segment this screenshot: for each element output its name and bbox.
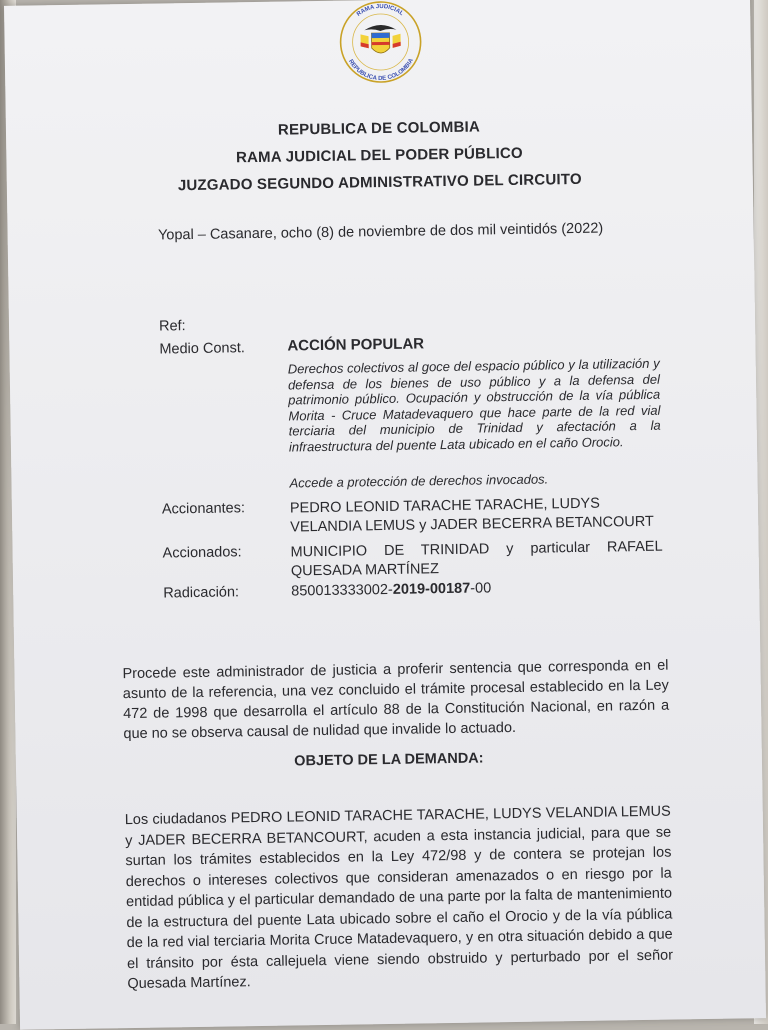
accionantes-value: PEDRO LEONID TARACHE TARACHE, LUDYS VELANDIA LEMUS y JADER BECERRA BETANCOURT	[289, 495, 654, 536]
coat-of-arms-seal	[334, 0, 427, 85]
seal-bottom-text: REPUBLICA DE COLOMBIA	[346, 57, 415, 83]
header-line-1: REPUBLICA DE COLOMBIA	[277, 118, 481, 139]
accionados-label: Accionados:	[162, 544, 242, 562]
section-title: OBJETO DE LA DEMANDA:	[294, 750, 484, 770]
radicacion-suffix: -00	[470, 580, 492, 597]
radicacion-label: Radicación:	[163, 584, 240, 602]
case-description: Derechos colectivos al goce del espacio público y la utilización y defensa de los bienes de uso público y a la defensa del patrimonio público. Ocupación y obstrucción de la vía pública Morita - Cruce Matadevaquero que hace parte de la red vial terciaria del municipio de Trinidad y afectación a la infraestructura del puente Lata ubicado en el caño Orocio.	[287, 355, 661, 454]
medio-value: ACCIÓN POPULAR	[287, 335, 425, 355]
medio-label: Medio Const.	[159, 340, 245, 358]
document-page	[4, 0, 766, 1030]
accionados-value: MUNICIPIO DE TRINIDAD y particular RAFAEL QUESADA MARTÍNEZ	[290, 538, 663, 580]
object-paragraph: Los ciudadanos PEDRO LEONID TARACHE TARACHE, LUDYS VELANDIA LEMUS y JADER BECERRA BETANCOURT, acuden a esta instancia judicial, para que se surtan los trámites establecidos en la Ley 472/98 y de contera se protejan los derechos o intereses colectivos que consideran amenazados o en riesgo por la entidad pública y el particular demandado de una parte por la falta de mantenimiento de la estructura del puente Lata ubicado sobre el caño el Orocio y de la vía pública de la red vial terciaria Morita Cruce Matadevaquero, y en otra situación debido a que el tránsito por ésta callejuela viene siendo obstruido y perturbado por el señor Quesada Martínez.	[124, 803, 674, 993]
intro-paragraph: Procede este administrador de justicia a proferir sentencia que corresponda en el asunto de la referencia, una vez concluido el trámite procesal establecido en la Ley 472 de 1998 que desarrolla el artículo 88 de la Constitución Nacional, en razón a que no se observa causal de nulidad que invalide lo actuado.	[122, 657, 670, 743]
radicacion-value	[291, 578, 663, 600]
header-line-2: RAMA JUDICIAL DEL PODER PÚBLICO	[235, 144, 523, 167]
radicacion-prefix: 850013333002-	[291, 581, 393, 600]
seal-top-text: RAMA JUDICIAL	[355, 3, 405, 18]
ref-label: Ref:	[158, 318, 186, 335]
accionantes-label: Accionantes:	[161, 500, 246, 518]
case-decision: Accede a protección de derechos invocados.	[289, 471, 549, 491]
radicacion-number: 2019-00187	[392, 580, 471, 598]
header-line-3: JUZGADO SEGUNDO ADMINISTRATIVO DEL CIRCUITO	[177, 170, 582, 195]
date-line: Yopal – Casanare, ocho (8) de noviembre de dos mil veintidós (2022)	[157, 220, 604, 244]
